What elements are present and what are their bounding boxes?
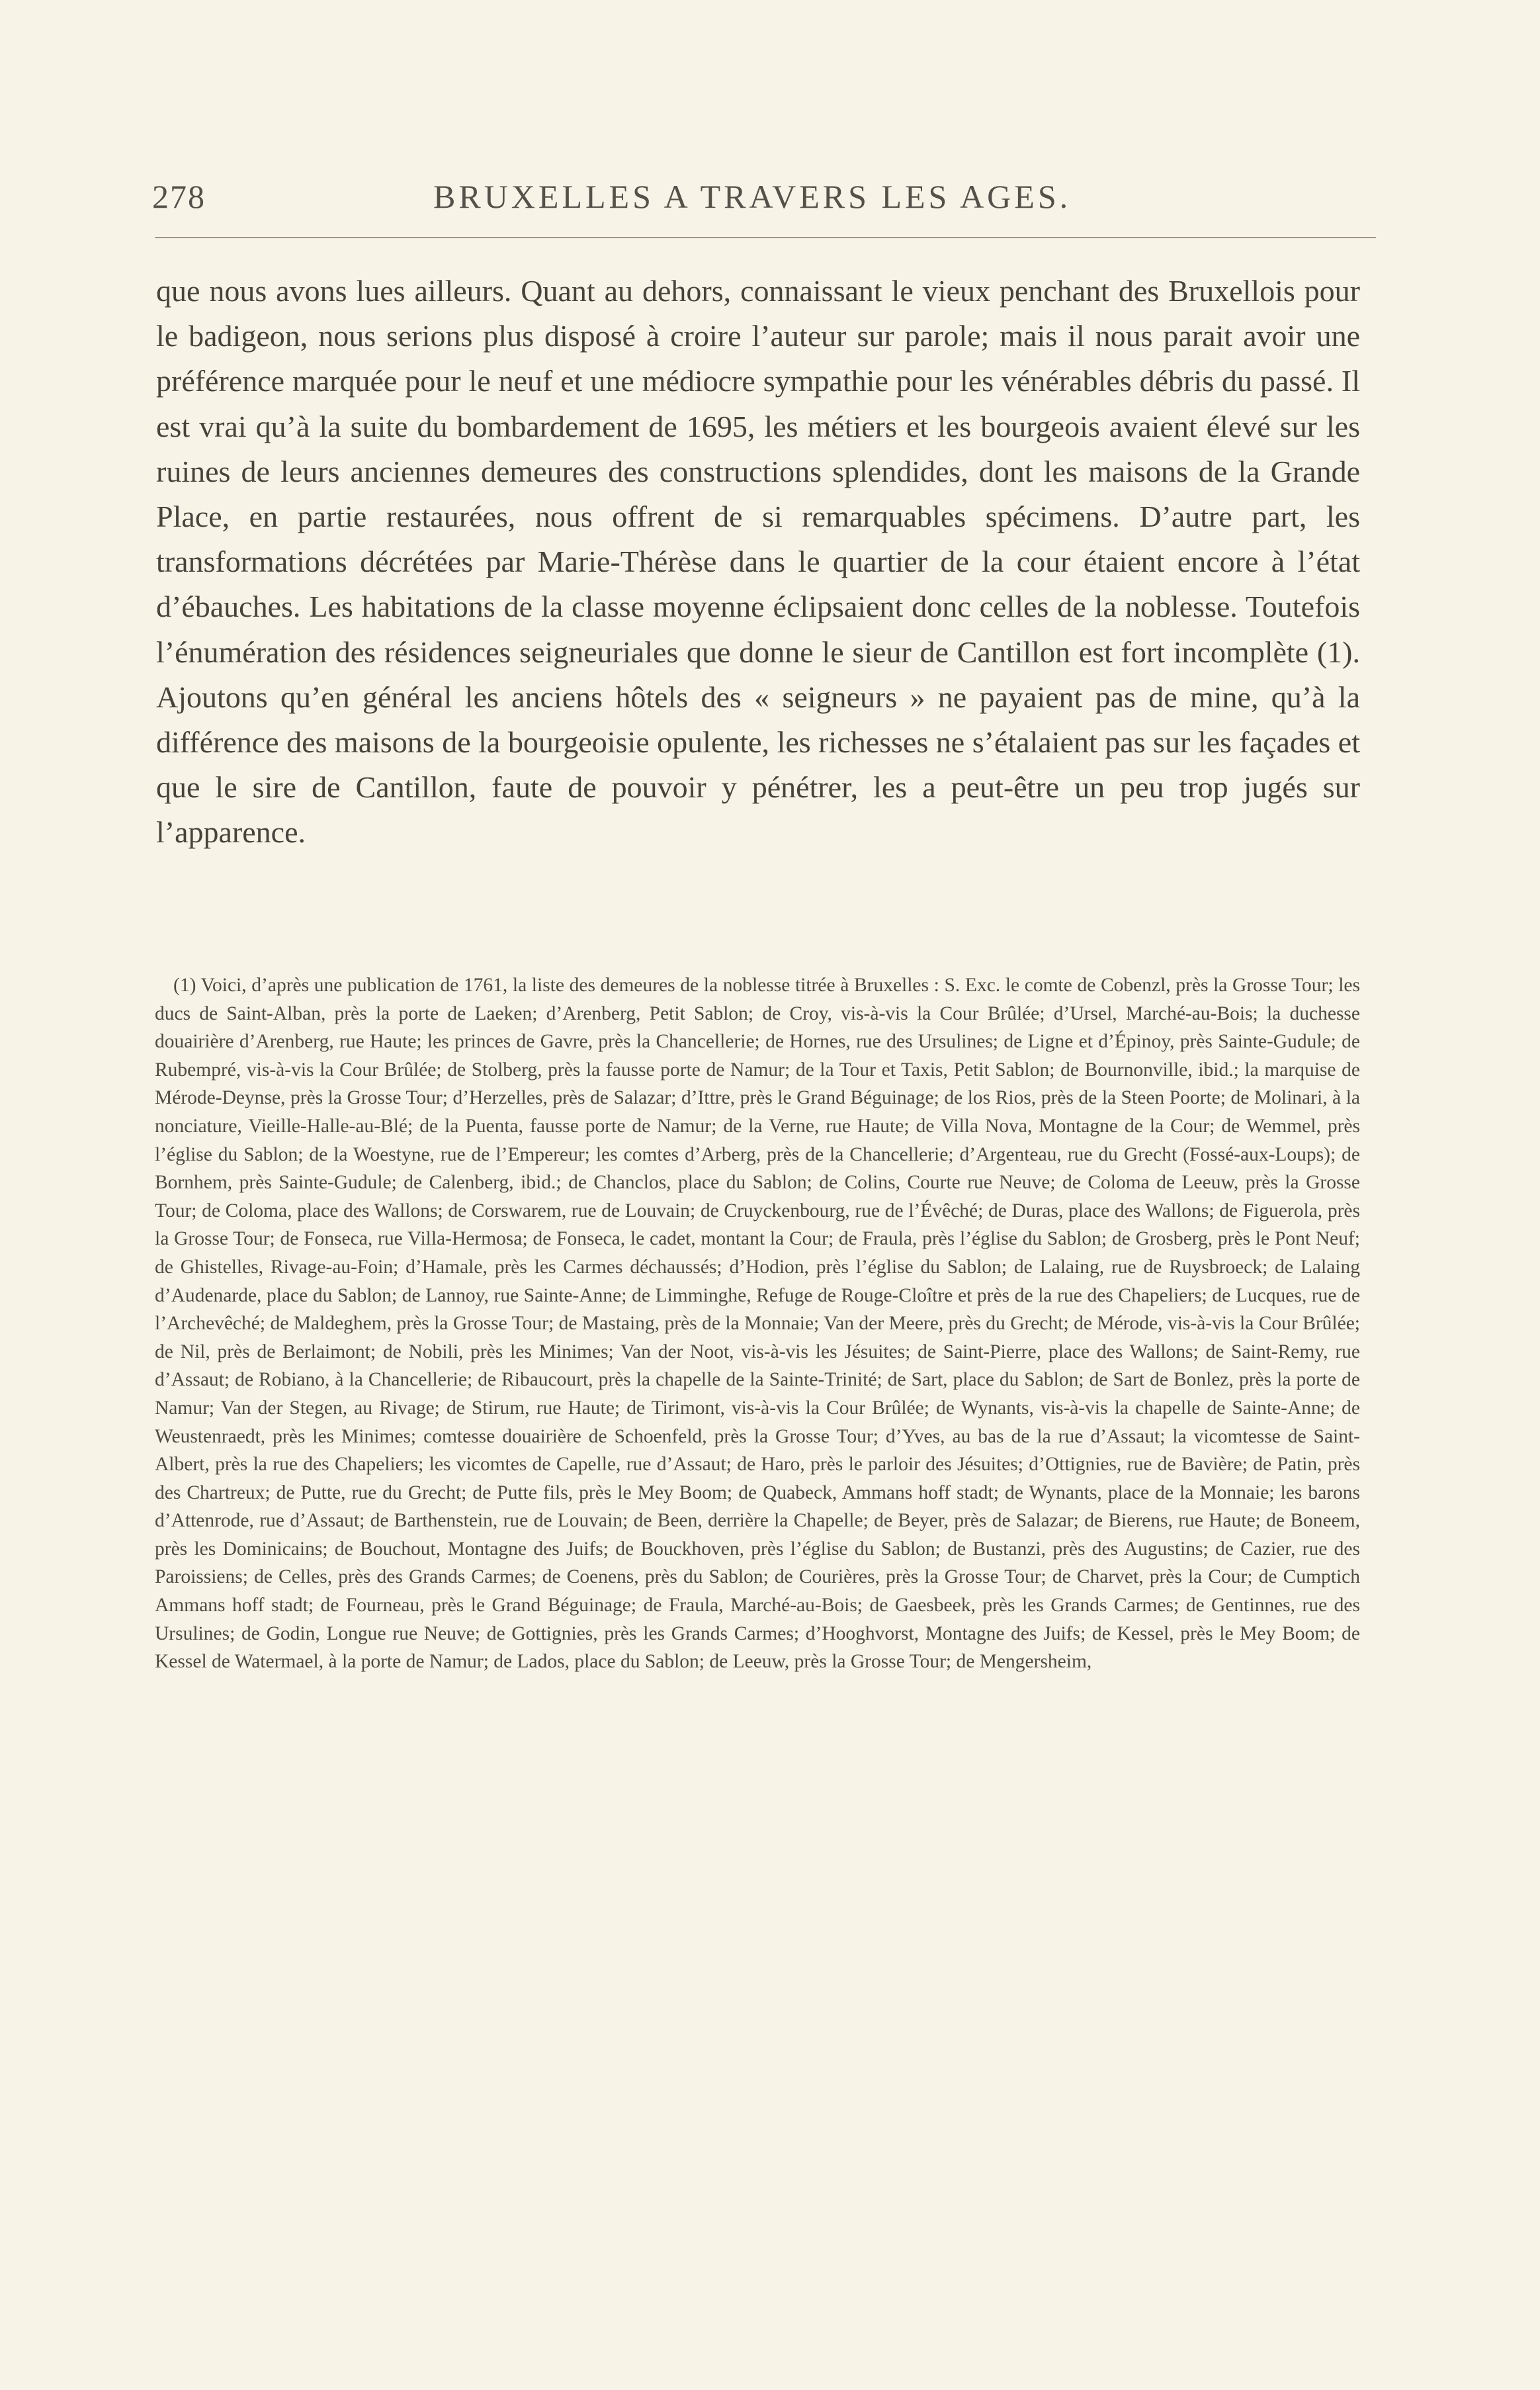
page-number: 278 [152, 178, 206, 215]
footnote-text: (1) Voici, d’après une publication de 1761, la liste des demeures de la noblesse titrée à Bruxelles : S. Exc. le comte de Cobenzl, près la Grosse Tour; les ducs de Saint-Alban, près la porte de Laeken; d’Arenberg, Petit Sablon; de Croy, vis-à-vis la Cour Brûlée; d’Ursel, Marché-au-Bois; la duchesse douairière d’Arenberg, rue Haute; les princes de Gavre, près la Chancellerie; de Hornes, rue des Ursulines; de Ligne et d’Épinoy, près Sainte-Gudule; de Rubempré, vis-à-vis la Cour Brûlée; de Stolberg, près la fausse porte de Namur; de la Tour et Taxis, Petit Sablon; de Bournonville, ibid.; la marquise de Mérode-Deynse, près la Grosse Tour; d’Herzelles, près de Salazar; d’Ittre, près le Grand Béguinage; de los Rios, près de la Steen Poorte; de Molinari, à la nonciature, Vieille-Halle-au-Blé; de la Puenta, fausse porte de Namur; de la Verne, rue Haute; de Villa Nova, Montagne de la Cour; de Wemmel, près l’église du Sablon; de la Woestyne, rue de l’Empereur; les comtes d’Arberg, près de la Chancellerie; d’Argenteau, rue du Grecht (Fossé-aux-Loups); de Bornhem, près Sainte-Gudule; de Calenberg, ibid.; de Chanclos, place du Sablon; de Colins, Courte rue Neuve; de Coloma de Leeuw, près la Grosse Tour; de Coloma, place des Wallons; de Corswarem, rue de Louvain; de Cruyckenbourg, rue de l’Évêché; de Duras, place des Wallons; de Figuerola, près la Grosse Tour; de Fonseca, rue Villa-Hermosa; de Fonseca, le cadet, montant la Cour; de Fraula, près l’église du Sablon; de Grosberg, près le Pont Neuf; de Ghistelles, Rivage-au-Foin; d’Hamale, près les Carmes déchaussés; d’Hodion, près l’église du Sablon; de Lalaing, rue de Ruysbroeck; de Lalaing d’Audenarde, place du Sablon; de Lannoy, rue Sainte-Anne; de Limminghe, Refuge de Rouge-Cloître et près de la rue des Chapeliers; de Lucques, rue de l’Archevêché; de Maldeghem, près la Grosse Tour; de Mastaing, près de la Monnaie; Van der Meere, près du Grecht; de Mérode, vis-à-vis la Cour Brûlée; de Nil, près de Berlaimont; de Nobili, près les Minimes; Van der Noot, vis-à-vis les Jésuites; de Saint-Pierre, place des Wallons; de Saint-Remy, rue d’Assaut; de Robiano, à la Chancellerie; de Ribaucourt, près la chapelle de la Sainte-Trinité; de Sart, place du Sablon; de Sart de Bonlez, près la porte de Namur; Van der Stegen, au Rivage; de Stirum, rue Haute; de Tirimont, vis-à-vis la Cour Brûlée; de Wynants, vis-à-vis la chapelle de Sainte-Anne; de Weustenraedt, près les Minimes; comtesse douairière de Schoenfeld, près la Grosse Tour; d’Yves, au bas de la rue d’Assaut; la vicomtesse de Saint-Albert, près la rue des Chapeliers; les vicomtes de Capelle, rue d’Assaut; de Haro, près le parloir des Jésuites; d’Ottignies, rue de Bavière; de Patin, près des Chartreux; de Putte, rue du Grecht; de Putte fils, près le Mey Boom; de Quabeck, Ammans hoff stadt; de Wynants, place de la Monnaie; les barons d’Attenrode, rue d’Assaut; de Barthenstein, rue de Louvain; de Been, derrière la Chapelle; de Beyer, près de Salazar; de Bierens, rue Haute; de Boneem, près les Dominicains; de Bouchout, Montagne des Juifs; de Bouckhoven, près l’église du Sablon; de Bustanzi, près des Augustins; de Cazier, rue des Paroissiens; de Celles, près des Grands Carmes; de Coenens, près du Sablon; de Courières, près la Grosse Tour; de Charvet, près la Cour; de Cumptich Ammans hoff stadt; de Fourneau, près le Grand Béguinage; de Fraula, Marché-au-Bois; de Gaesbeek, près les Grands Carmes; de Gentinnes, rue des Ursulines; de Godin, Longue rue Neuve; de Gottignies, près les Grands Carmes; d’Hooghvorst, Montagne des Juifs; de Kessel, près le Mey Boom; de Kessel de Watermael, à la porte de Namur; de Lados, place du Sablon; de Leeuw, près la Grosse Tour; de Mengersheim, [155, 975, 1360, 1673]
footnote [155, 971, 1360, 1676]
main-text [156, 269, 1360, 856]
body-paragraph: que nous avons lues ailleurs. Quant au dehors, connaissant le vieux penchant des Bruxellois pour le badigeon, nous serions plus disposé à croire l’auteur sur parole; mais il nous parait avoir une préférence marquée pour le neuf et une médiocre sympathie pour les vénérables débris du passé. Il est vrai qu’à la suite du bombardement de 1695, les métiers et les bourgeois avaient élevé sur les ruines de leurs anciennes demeures des constructions splendides, dont les maisons de la Grande Place, en partie restaurées, nous offrent de si remarquables spécimens. D’autre part, les transformations décrétées par Marie-Thérèse dans le quartier de la cour étaient encore à l’état d’ébauches. Les habitations de la classe moyenne éclipsaient donc celles de la noblesse. Toutefois l’énumération des résidences seigneuriales que donne le sieur de Cantillon est fort incomplète (1). Ajoutons qu’en général les anciens hôtels des « seigneurs » ne payaient pas de mine, qu’à la différence des maisons de la bourgeoisie opulente, les richesses ne s’étalaient pas sur les façades et que le sire de Cantillon, faute de pouvoir y pénétrer, les a peut-être un peu trop jugés sur l’apparence. [156, 274, 1360, 850]
header-rule [155, 237, 1376, 238]
running-title: BRUXELLES A TRAVERS LES AGES. [433, 178, 1072, 215]
page-header [152, 177, 1376, 224]
